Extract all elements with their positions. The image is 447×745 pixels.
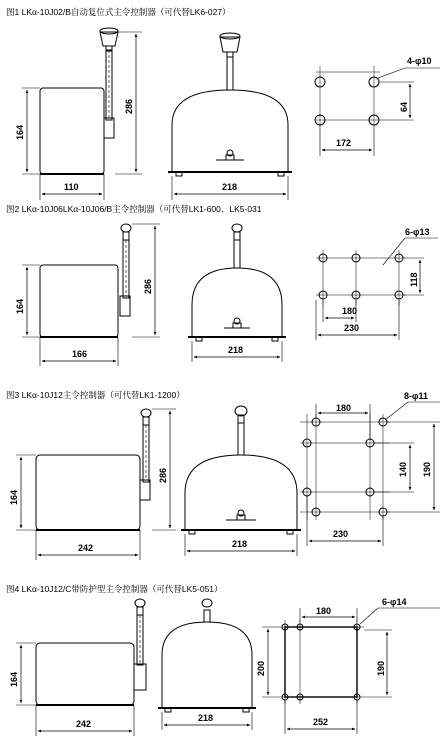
figure-4-mount-holes: 6-φ14 <box>382 597 407 607</box>
figure-2-mount-holes: 6-φ13 <box>405 227 430 237</box>
figure-3-mount-inner-x: 180 <box>336 403 352 413</box>
figure-4-caption: 图4 LKα-10J12/C带防护型主令控制器（可代替LK5-051） <box>6 584 223 594</box>
figure-1-front-view <box>168 33 292 200</box>
figure-2-caption: 图2 LKα-10J06LKα-10J06/B主令控制器（可代替LK1-600、LK5-031 <box>6 204 262 214</box>
figure-2-front-view <box>188 224 286 362</box>
figure-4-side-height: 164 <box>9 671 19 687</box>
figure-1-caption: 图1 LKα-10J02/B自动复位式主令控制器（可代替LK6-027） <box>6 7 231 17</box>
figure-1-mount-spacing-y: 64 <box>399 101 409 112</box>
figure-4-side-width: 242 <box>76 719 92 729</box>
figure-3-front-view <box>181 406 301 556</box>
figure-4-mount-outer-x: 252 <box>313 717 329 727</box>
figure-2-side-width: 166 <box>72 349 88 359</box>
figure-4-mount-outer-y: 200 <box>256 660 266 676</box>
figure-3-mount-outer-x: 230 <box>333 529 349 539</box>
figure-3-side-total-height: 286 <box>158 467 168 483</box>
figure-4-front-width: 218 <box>198 713 214 723</box>
figure-2-side-total-height: 286 <box>143 278 153 294</box>
figure-2-side-height: 164 <box>15 298 25 314</box>
figure-1-side-width: 110 <box>64 182 79 192</box>
figure-3-caption: 图3 LKα-10J12主令控制器（可代替LK1-1200） <box>6 390 185 400</box>
figure-2-front-width: 218 <box>228 345 244 355</box>
figure-3-side-height: 164 <box>9 489 19 505</box>
figure-1-side-height: 164 <box>15 124 25 140</box>
figure-3-front-width: 218 <box>232 539 248 549</box>
figure-3-side-width: 242 <box>78 543 94 553</box>
figure-4-mounting-plan <box>262 608 440 734</box>
figure-1-side-total-height: 286 <box>124 98 134 114</box>
figure-4-mount-inner-y: 190 <box>376 660 386 676</box>
figure-3-side-view <box>16 409 176 560</box>
figure-3-mount-inner-y: 140 <box>398 461 408 477</box>
figure-2-mount-spacing-y: 118 <box>409 272 419 287</box>
figure-4-side-view <box>16 599 146 736</box>
figure-2-mount-outer-x: 230 <box>344 323 360 333</box>
figure-2-side-view <box>22 224 160 366</box>
figure-4-front-view <box>158 599 256 730</box>
figure-1-front-width: 218 <box>222 182 238 192</box>
figure-3-mount-outer-y: 190 <box>422 461 432 477</box>
figure-3-mounting-plan <box>300 402 440 546</box>
figure-2-mount-inner-x: 180 <box>342 306 358 316</box>
figure-2-mounting-plan <box>316 238 438 340</box>
figure-4-mount-inner-x: 180 <box>316 606 332 616</box>
figure-3-mount-holes: 8-φ11 <box>404 391 428 401</box>
figure-1-mount-holes: 4-φ10 <box>407 56 432 66</box>
figure-1-mount-spacing-x: 172 <box>336 138 352 148</box>
figure-1-mounting-plan <box>315 66 440 156</box>
